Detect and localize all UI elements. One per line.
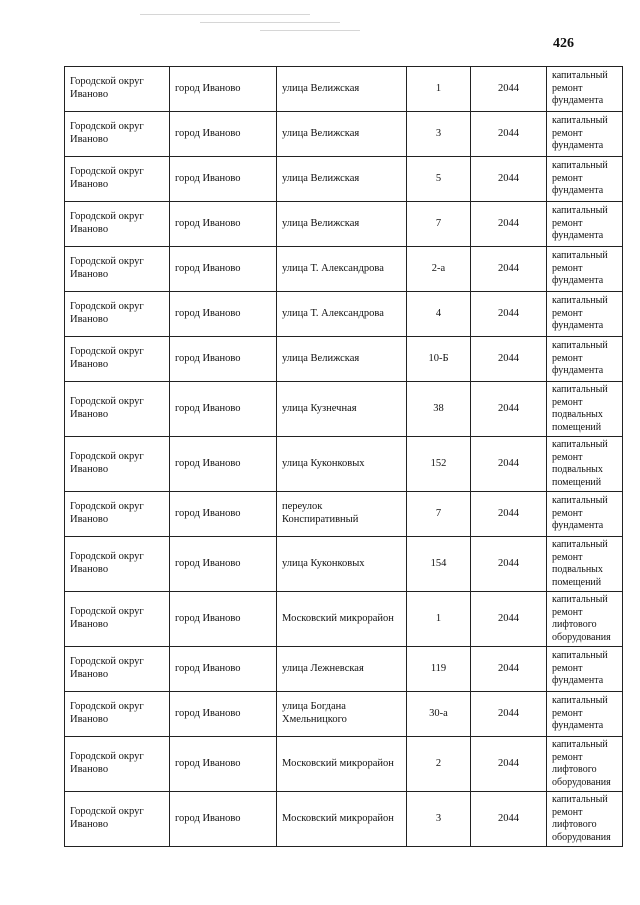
- district-cell: Городской округ Иваново: [65, 537, 170, 592]
- work-type-line: капитальный: [552, 160, 608, 172]
- work-type-line: ремонт: [552, 507, 583, 519]
- work-type-cell: [547, 792, 623, 847]
- year-cell: 2044: [471, 202, 547, 247]
- year-cell: 2044: [471, 112, 547, 157]
- city-cell: город Иваново: [170, 202, 277, 247]
- work-type-line: лифтового: [552, 619, 597, 630]
- work-type-line: оборудования: [552, 776, 611, 788]
- street-cell: улица Куконковых: [277, 537, 407, 592]
- work-type-line: капитальный: [552, 594, 608, 605]
- house-number-cell: 152: [407, 437, 471, 492]
- street-cell: улица Велижская: [277, 202, 407, 247]
- work-type-line: ремонт: [552, 307, 583, 319]
- page-number: 426: [553, 36, 574, 51]
- work-type-line: капитальный: [552, 695, 608, 707]
- table-row: [65, 202, 623, 247]
- work-type-line: капитальный: [552, 384, 608, 395]
- work-type-line: капитальный: [552, 205, 608, 217]
- work-type-line: ремонт: [552, 806, 583, 818]
- table-row: [65, 247, 623, 292]
- district-cell: Городской округ Иваново: [65, 647, 170, 692]
- work-type-cell: [547, 737, 623, 792]
- work-type-line: ремонт: [552, 662, 583, 674]
- street-cell: улица Богдана Хмельницкого: [277, 692, 407, 737]
- house-number-cell: 1: [407, 67, 471, 112]
- table-row: [65, 692, 623, 737]
- work-type-cell: [547, 247, 623, 292]
- year-cell: 2044: [471, 692, 547, 737]
- table-row: [65, 292, 623, 337]
- house-number-cell: 7: [407, 492, 471, 537]
- work-type-line: ремонт: [552, 262, 583, 274]
- house-number-cell: 2: [407, 737, 471, 792]
- house-number-cell: 119: [407, 647, 471, 692]
- street-cell: переулок Конспиративный: [277, 492, 407, 537]
- table-row: [65, 792, 623, 847]
- work-type-cell: [547, 537, 623, 592]
- work-type-line: капитальный: [552, 70, 608, 82]
- year-cell: 2044: [471, 647, 547, 692]
- work-type-cell: [547, 382, 623, 437]
- work-type-cell: [547, 67, 623, 112]
- work-type-line: ремонт: [552, 707, 583, 719]
- table-row: [65, 112, 623, 157]
- table-body: [65, 67, 623, 847]
- city-cell: город Иваново: [170, 67, 277, 112]
- work-type-line: ремонт: [552, 396, 583, 408]
- work-type-line: капитальный: [552, 539, 608, 550]
- work-type-cell: [547, 647, 623, 692]
- work-type-cell: [547, 592, 623, 647]
- year-cell: 2044: [471, 292, 547, 337]
- city-cell: город Иваново: [170, 247, 277, 292]
- house-number-cell: 5: [407, 157, 471, 202]
- district-cell: Городской округ Иваново: [65, 157, 170, 202]
- work-type-cell: [547, 202, 623, 247]
- work-type-line: фундамента: [552, 320, 604, 332]
- district-cell: Городской округ Иваново: [65, 247, 170, 292]
- city-cell: город Иваново: [170, 692, 277, 737]
- house-number-cell: 2-а: [407, 247, 471, 292]
- work-type-line: лифтового: [552, 819, 597, 830]
- city-cell: город Иваново: [170, 382, 277, 437]
- work-type-cell: [547, 692, 623, 737]
- district-cell: Городской округ Иваново: [65, 202, 170, 247]
- work-type-cell: [547, 112, 623, 157]
- house-number-cell: 3: [407, 112, 471, 157]
- street-cell: улица Т. Александрова: [277, 247, 407, 292]
- house-number-cell: 3: [407, 792, 471, 847]
- scan-noise: [260, 30, 360, 31]
- work-type-line: ремонт: [552, 352, 583, 364]
- work-type-line: подвальных: [552, 464, 603, 475]
- table-row: [65, 337, 623, 382]
- table-row: [65, 437, 623, 492]
- work-type-line: капитальный: [552, 250, 608, 262]
- work-type-line: фундамента: [552, 185, 604, 197]
- work-type-line: ремонт: [552, 451, 583, 463]
- work-type-line: фундамента: [552, 365, 604, 377]
- work-type-line: ремонт: [552, 127, 583, 139]
- table-row: [65, 592, 623, 647]
- repair-schedule-table: [64, 66, 623, 847]
- work-type-line: фундамента: [552, 520, 604, 532]
- work-type-line: оборудования: [552, 831, 611, 843]
- work-type-line: помещений: [552, 421, 602, 433]
- year-cell: 2044: [471, 537, 547, 592]
- year-cell: 2044: [471, 792, 547, 847]
- year-cell: 2044: [471, 492, 547, 537]
- city-cell: город Иваново: [170, 792, 277, 847]
- work-type-cell: [547, 492, 623, 537]
- work-type-line: помещений: [552, 476, 602, 488]
- work-type-line: капитальный: [552, 495, 608, 507]
- district-cell: Городской округ Иваново: [65, 437, 170, 492]
- table-row: [65, 737, 623, 792]
- street-cell: улица Велижская: [277, 337, 407, 382]
- work-type-cell: [547, 437, 623, 492]
- year-cell: 2044: [471, 157, 547, 202]
- house-number-cell: 30-а: [407, 692, 471, 737]
- house-number-cell: 10-Б: [407, 337, 471, 382]
- house-number-cell: 7: [407, 202, 471, 247]
- work-type-line: капитальный: [552, 439, 608, 450]
- street-cell: улица Т. Александрова: [277, 292, 407, 337]
- scan-noise: [140, 14, 310, 15]
- year-cell: 2044: [471, 737, 547, 792]
- district-cell: Городской округ Иваново: [65, 492, 170, 537]
- city-cell: город Иваново: [170, 537, 277, 592]
- work-type-cell: [547, 157, 623, 202]
- work-type-line: подвальных: [552, 564, 603, 575]
- house-number-cell: 154: [407, 537, 471, 592]
- street-cell: улица Куконковых: [277, 437, 407, 492]
- work-type-line: ремонт: [552, 751, 583, 763]
- work-type-line: фундамента: [552, 95, 604, 107]
- year-cell: 2044: [471, 382, 547, 437]
- street-cell: улица Велижская: [277, 157, 407, 202]
- city-cell: город Иваново: [170, 112, 277, 157]
- work-type-line: фундамента: [552, 675, 604, 687]
- work-type-line: помещений: [552, 576, 602, 588]
- table-row: [65, 537, 623, 592]
- city-cell: город Иваново: [170, 157, 277, 202]
- work-type-line: ремонт: [552, 217, 583, 229]
- district-cell: Городской округ Иваново: [65, 692, 170, 737]
- work-type-line: капитальный: [552, 340, 608, 352]
- year-cell: 2044: [471, 437, 547, 492]
- work-type-line: ремонт: [552, 172, 583, 184]
- work-type-line: подвальных: [552, 409, 603, 420]
- city-cell: город Иваново: [170, 647, 277, 692]
- work-type-line: капитальный: [552, 794, 608, 805]
- year-cell: 2044: [471, 67, 547, 112]
- street-cell: Московский микрорайон: [277, 737, 407, 792]
- street-cell: Московский микрорайон: [277, 592, 407, 647]
- table-row: [65, 647, 623, 692]
- year-cell: 2044: [471, 247, 547, 292]
- table-row: [65, 157, 623, 202]
- district-cell: Городской округ Иваново: [65, 292, 170, 337]
- work-type-line: ремонт: [552, 551, 583, 563]
- scan-noise: [200, 22, 340, 23]
- house-number-cell: 4: [407, 292, 471, 337]
- city-cell: город Иваново: [170, 592, 277, 647]
- city-cell: город Иваново: [170, 437, 277, 492]
- district-cell: Городской округ Иваново: [65, 337, 170, 382]
- work-type-line: фундамента: [552, 230, 604, 242]
- year-cell: 2044: [471, 337, 547, 382]
- district-cell: Городской округ Иваново: [65, 737, 170, 792]
- city-cell: город Иваново: [170, 492, 277, 537]
- work-type-line: ремонт: [552, 606, 583, 618]
- district-cell: Городской округ Иваново: [65, 112, 170, 157]
- city-cell: город Иваново: [170, 737, 277, 792]
- table-row: [65, 382, 623, 437]
- street-cell: Московский микрорайон: [277, 792, 407, 847]
- work-type-line: фундамента: [552, 140, 604, 152]
- district-cell: Городской округ Иваново: [65, 382, 170, 437]
- table-row: [65, 492, 623, 537]
- table-row: [65, 67, 623, 112]
- work-type-line: ремонт: [552, 82, 583, 94]
- year-cell: 2044: [471, 592, 547, 647]
- work-type-line: капитальный: [552, 115, 608, 127]
- work-type-line: фундамента: [552, 275, 604, 287]
- work-type-cell: [547, 337, 623, 382]
- work-type-cell: [547, 292, 623, 337]
- work-type-line: капитальный: [552, 650, 608, 662]
- city-cell: город Иваново: [170, 337, 277, 382]
- district-cell: Городской округ Иваново: [65, 592, 170, 647]
- work-type-line: капитальный: [552, 739, 608, 750]
- work-type-line: лифтового: [552, 764, 597, 775]
- street-cell: улица Велижская: [277, 112, 407, 157]
- street-cell: улица Кузнечная: [277, 382, 407, 437]
- district-cell: Городской округ Иваново: [65, 67, 170, 112]
- street-cell: улица Велижская: [277, 67, 407, 112]
- district-cell: Городской округ Иваново: [65, 792, 170, 847]
- city-cell: город Иваново: [170, 292, 277, 337]
- street-cell: улица Лежневская: [277, 647, 407, 692]
- work-type-line: оборудования: [552, 631, 611, 643]
- house-number-cell: 38: [407, 382, 471, 437]
- work-type-line: капитальный: [552, 295, 608, 307]
- work-type-line: фундамента: [552, 720, 604, 732]
- house-number-cell: 1: [407, 592, 471, 647]
